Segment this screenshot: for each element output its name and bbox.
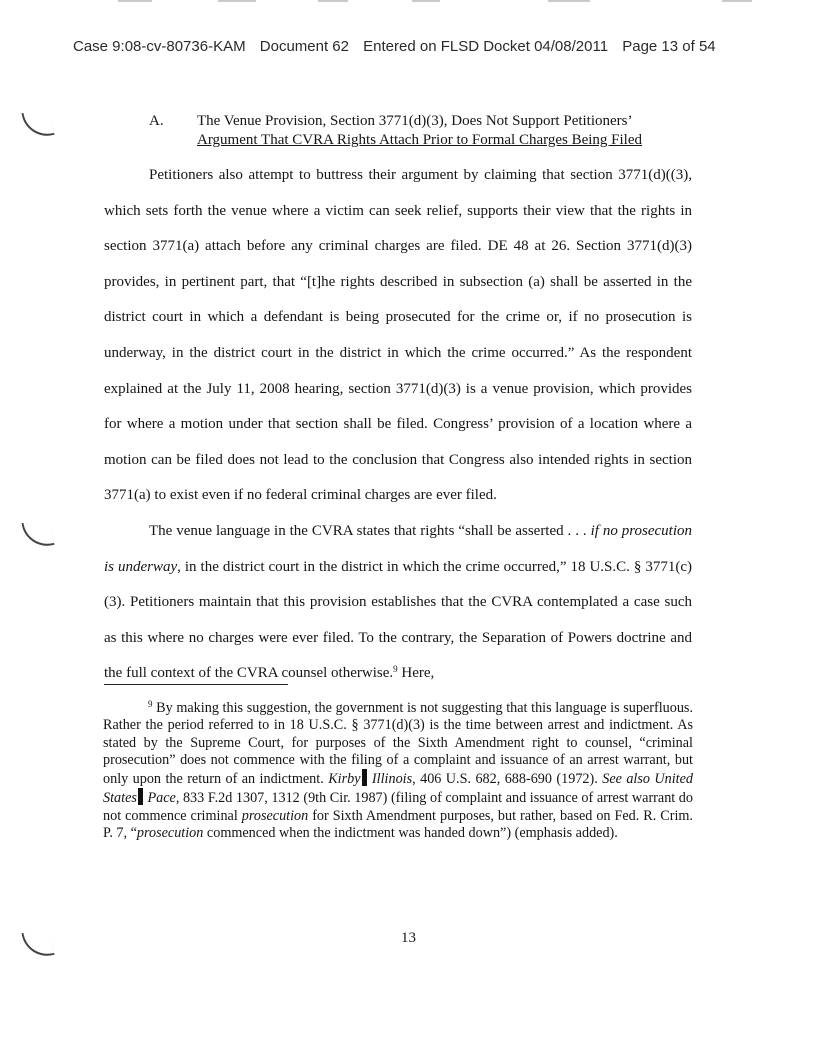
footnote-text-1: By making this suggestion, the government is not suggesting that this language is superfluous. Rather the period referred to in 18 U.S.C. § 3771(d)(3) is the time between arrest and indictment. As stated by the Supreme Court, for purposes of the Sixth Amendment right to counsel, “criminal prosecution” does not commence with the filing of a complaint and issuance of an arrest warrant, but only upon the return of an indictment.: [103, 700, 693, 788]
paragraph-1-text: Petitioners also attempt to buttress their argument by claiming that section 3771(d)((3), which sets forth the venue where a victim can seek relief, supports their view that the rights in section 3771(a) attach before any criminal charges are filed. DE 48 at 26. Section 3771(d)(3) provides, in pertinent part, that “[t]he rights described in subsection (a) shall be asserted in the district court in which a defendant is being prosecuted for the crime or, if no prosecution is underway, in the district court in the district in which the crime occurred.” As the respondent explained at the July 11, 2008 hearing, section 3771(d)(3) is a venue provision, which provides for where a motion under that section shall be filed. Congress’ provision of a location where a motion can be filed does not lead to the conclusion that Congress also intended rights in section 3771(a) to exist even if no federal criminal charges are ever filed.: [104, 167, 692, 504]
case-number: Case 9:08-cv-80736-KAM: [73, 38, 246, 55]
page-number: 13: [401, 930, 416, 946]
hole-punch-mark: [21, 517, 54, 550]
scan-artifact: [412, 0, 440, 2]
footnote-text-2: , 406 U.S. 682, 688-690 (1972).: [412, 771, 603, 788]
paragraph-2-italic: if no prosecution is underway: [104, 523, 692, 575]
redaction-bar: [138, 788, 143, 805]
paragraph-2-text-c: Here,: [397, 665, 435, 682]
case-name-pace: Pace: [143, 790, 176, 807]
section-title-line-1: The Venue Provision, Section 3771(d)(3), Does Not Support Petitioners’: [197, 113, 633, 129]
footnote-separator: [104, 684, 288, 685]
footnote-number: 9: [148, 699, 153, 709]
case-name-kirby: Kirby: [328, 771, 361, 788]
hole-punch-mark: [21, 107, 54, 140]
case-name-illinois: Illinois: [367, 771, 413, 788]
footnote-text-5: commenced when the indictment was handed down”) (emphasis added).: [203, 825, 618, 842]
footnote-reference: 9: [393, 664, 398, 675]
body-paragraph-1: [104, 158, 692, 514]
scan-artifact: [118, 0, 152, 2]
scan-artifact: [218, 0, 256, 2]
body-paragraph-2: [104, 514, 692, 692]
document-number: Document 62: [259, 38, 349, 55]
emphasis-prosecution-quote: prosecution: [136, 825, 204, 842]
section-title-line-2: Argument That CVRA Rights Attach Prior to Formal Charges Being Filed: [197, 132, 642, 148]
scan-artifact: [318, 0, 348, 2]
docket-header: [73, 38, 753, 55]
paragraph-2-text-b: , in the district court in the district in which the crime occurred,” 18 U.S.C. § 3771(c)(3). Petitioners maintain that this provision establishes that the CVRA contemplated a case such as this where no charges were ever filed. To the contrary, the Separation of Powers doctrine and the full context of the CVRA counsel otherwise.: [104, 558, 692, 682]
page-count: Page 13 of 54: [622, 38, 716, 55]
paragraph-2-text-a: The venue language in the CVRA states that rights “shall be asserted . . .: [149, 523, 591, 539]
redaction-bar: [362, 769, 367, 786]
scan-artifact: [548, 0, 590, 2]
footnote-9: [103, 700, 693, 842]
case-name-united-states: See also United States: [103, 771, 694, 807]
docket-entry: Entered on FLSD Docket 04/08/2011: [363, 38, 609, 55]
footnote-text-4: for Sixth Amendment purposes, but rather, based on Fed. R. Crim. P. 7, “: [103, 807, 693, 842]
footnote-text-3: , 833 F.2d 1307, 1312 (9th Cir. 1987) (filing of complaint and issuance of arrest warrant do not commence criminal: [103, 790, 693, 824]
scan-artifact: [722, 0, 752, 2]
section-letter: A.: [149, 113, 164, 129]
emphasis-prosecution: prosecution: [241, 807, 309, 824]
